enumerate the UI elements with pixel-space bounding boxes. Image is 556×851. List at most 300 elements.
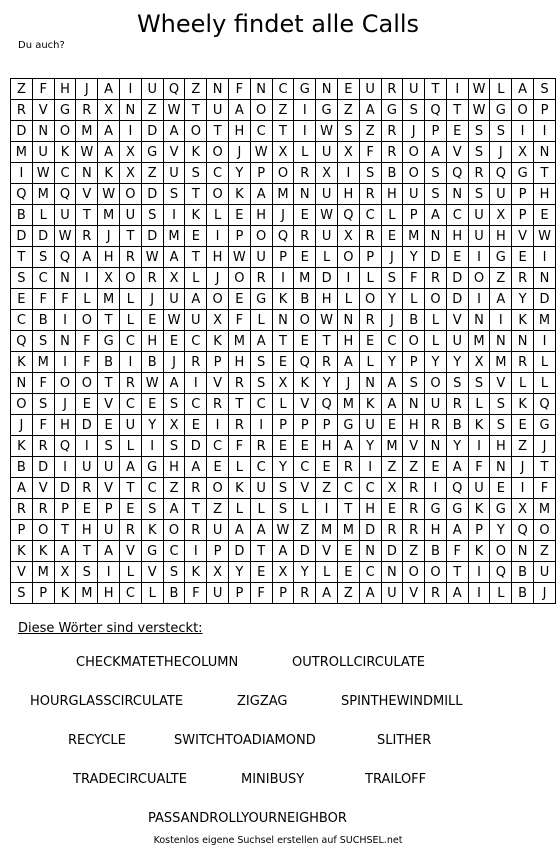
word-list-heading: Diese Wörter sind versteckt: xyxy=(18,621,203,636)
grid-cell: L xyxy=(120,436,142,457)
word-item: RECYCLE xyxy=(68,733,126,748)
grid-cell: G xyxy=(141,142,163,163)
grid-cell: S xyxy=(272,499,294,520)
grid-cell: S xyxy=(468,121,490,142)
grid-cell: P xyxy=(54,499,76,520)
grid-cell: O xyxy=(76,373,98,394)
grid-cell: K xyxy=(185,205,207,226)
grid-cell: A xyxy=(228,100,250,121)
grid-cell: W xyxy=(272,520,294,541)
grid-cell: I xyxy=(512,478,534,499)
grid-cell: A xyxy=(337,436,359,457)
grid-cell: A xyxy=(316,583,338,604)
grid-cell: K xyxy=(359,394,381,415)
grid-cell: U xyxy=(207,100,229,121)
grid-cell: I xyxy=(490,310,512,331)
grid-cell: A xyxy=(381,373,403,394)
grid-cell: X xyxy=(163,415,185,436)
grid-cell: L xyxy=(403,289,425,310)
grid-cell: I xyxy=(316,499,338,520)
grid-cell: I xyxy=(120,79,142,100)
grid-cell: G xyxy=(490,499,512,520)
grid-cell: T xyxy=(185,499,207,520)
grid-cell: C xyxy=(32,268,54,289)
grid-row xyxy=(11,562,556,583)
grid-cell: A xyxy=(228,520,250,541)
grid-cell: I xyxy=(337,163,359,184)
grid-cell: C xyxy=(207,163,229,184)
grid-cell: S xyxy=(490,121,512,142)
grid-cell: Q xyxy=(512,520,534,541)
grid-cell: H xyxy=(163,457,185,478)
grid-cell: Y xyxy=(425,352,447,373)
grid-cell: D xyxy=(446,268,468,289)
grid-cell: F xyxy=(32,373,54,394)
grid-cell: C xyxy=(163,541,185,562)
grid-cell: M xyxy=(468,331,490,352)
grid-cell: A xyxy=(359,583,381,604)
grid-cell: J xyxy=(381,247,403,268)
grid-cell: R xyxy=(11,499,33,520)
grid-cell: O xyxy=(425,562,447,583)
grid-cell: Q xyxy=(54,436,76,457)
grid-cell: X xyxy=(468,352,490,373)
grid-cell: H xyxy=(207,247,229,268)
grid-cell: E xyxy=(381,499,403,520)
grid-cell: B xyxy=(446,415,468,436)
grid-cell: C xyxy=(141,478,163,499)
grid-cell: S xyxy=(359,163,381,184)
grid-cell: W xyxy=(250,142,272,163)
grid-cell: H xyxy=(98,583,120,604)
grid-cell: E xyxy=(294,205,316,226)
grid-cell: R xyxy=(425,583,447,604)
grid-cell: F xyxy=(446,541,468,562)
grid-cell: W xyxy=(533,226,555,247)
word-item: OUTROLLCIRCULATE xyxy=(292,655,425,670)
grid-cell: J xyxy=(207,268,229,289)
grid-cell: F xyxy=(54,289,76,310)
grid-cell: S xyxy=(425,184,447,205)
grid-cell: N xyxy=(207,79,229,100)
grid-cell: O xyxy=(490,541,512,562)
grid-cell: N xyxy=(11,373,33,394)
grid-cell: A xyxy=(359,100,381,121)
grid-cell: M xyxy=(163,226,185,247)
grid-cell: K xyxy=(512,394,534,415)
grid-cell: Q xyxy=(11,331,33,352)
grid-cell: J xyxy=(11,415,33,436)
grid-cell: Q xyxy=(446,163,468,184)
grid-cell: E xyxy=(381,226,403,247)
grid-cell: H xyxy=(250,205,272,226)
grid-cell: U xyxy=(32,142,54,163)
grid-cell: I xyxy=(185,541,207,562)
grid-cell: N xyxy=(468,310,490,331)
grid-cell: L xyxy=(32,205,54,226)
grid-row xyxy=(11,79,556,100)
grid-cell: E xyxy=(76,499,98,520)
grid-cell: E xyxy=(250,562,272,583)
word-item: CHECKMATETHECOLUMN xyxy=(76,655,239,670)
grid-cell: Y xyxy=(228,163,250,184)
grid-cell: R xyxy=(32,436,54,457)
grid-cell: N xyxy=(76,163,98,184)
grid-cell: N xyxy=(512,331,534,352)
grid-cell: I xyxy=(468,289,490,310)
grid-cell: C xyxy=(294,457,316,478)
grid-cell: O xyxy=(54,121,76,142)
grid-cell: U xyxy=(425,394,447,415)
grid-cell: K xyxy=(228,478,250,499)
grid-cell: Y xyxy=(490,520,512,541)
grid-cell: F xyxy=(359,142,381,163)
grid-cell: T xyxy=(316,331,338,352)
grid-cell: P xyxy=(359,247,381,268)
grid-cell: K xyxy=(11,352,33,373)
grid-cell: E xyxy=(163,331,185,352)
grid-cell: R xyxy=(120,247,142,268)
grid-cell: R xyxy=(207,394,229,415)
grid-cell: Y xyxy=(228,562,250,583)
grid-cell: I xyxy=(76,436,98,457)
grid-cell: H xyxy=(228,352,250,373)
grid-cell: A xyxy=(425,205,447,226)
grid-cell: U xyxy=(98,457,120,478)
grid-cell: A xyxy=(250,520,272,541)
grid-cell: Q xyxy=(54,247,76,268)
grid-cell: I xyxy=(163,205,185,226)
grid-cell: M xyxy=(76,121,98,142)
grid-cell: Q xyxy=(533,394,555,415)
grid-cell: O xyxy=(32,520,54,541)
grid-cell: X xyxy=(163,268,185,289)
grid-cell: U xyxy=(446,331,468,352)
grid-cell: Z xyxy=(272,100,294,121)
grid-cell: U xyxy=(468,205,490,226)
grid-cell: V xyxy=(141,562,163,583)
grid-cell: K xyxy=(32,541,54,562)
grid-cell: P xyxy=(250,163,272,184)
grid-cell: C xyxy=(337,478,359,499)
grid-cell: A xyxy=(76,247,98,268)
grid-cell: R xyxy=(337,457,359,478)
grid-cell: R xyxy=(76,478,98,499)
grid-cell: H xyxy=(316,289,338,310)
grid-cell: S xyxy=(403,100,425,121)
grid-cell: L xyxy=(337,289,359,310)
grid-cell: F xyxy=(403,268,425,289)
grid-cell: A xyxy=(11,478,33,499)
grid-cell: V xyxy=(76,184,98,205)
grid-row xyxy=(11,541,556,562)
grid-cell: E xyxy=(294,331,316,352)
grid-cell: E xyxy=(512,247,534,268)
grid-cell: R xyxy=(403,499,425,520)
grid-cell: K xyxy=(185,142,207,163)
grid-cell: P xyxy=(316,415,338,436)
grid-cell: Q xyxy=(446,478,468,499)
grid-cell: S xyxy=(32,247,54,268)
grid-cell: F xyxy=(76,352,98,373)
grid-cell: N xyxy=(446,184,468,205)
grid-cell: Z xyxy=(294,520,316,541)
grid-cell: K xyxy=(468,541,490,562)
grid-cell: I xyxy=(207,226,229,247)
grid-cell: I xyxy=(468,436,490,457)
grid-cell: C xyxy=(250,121,272,142)
grid-cell: R xyxy=(425,268,447,289)
grid-cell: R xyxy=(359,226,381,247)
grid-cell: I xyxy=(337,268,359,289)
grid-cell: B xyxy=(294,289,316,310)
grid-cell: E xyxy=(272,436,294,457)
grid-cell: K xyxy=(54,583,76,604)
grid-cell: T xyxy=(11,247,33,268)
grid-cell: D xyxy=(141,184,163,205)
grid-cell: R xyxy=(381,520,403,541)
grid-cell: Q xyxy=(425,100,447,121)
grid-cell: J xyxy=(490,142,512,163)
grid-cell: F xyxy=(468,457,490,478)
grid-cell: D xyxy=(316,268,338,289)
grid-cell: X xyxy=(512,499,534,520)
grid-cell: G xyxy=(490,247,512,268)
grid-cell: E xyxy=(490,478,512,499)
grid-cell: O xyxy=(403,142,425,163)
grid-cell: O xyxy=(185,121,207,142)
grid-cell: W xyxy=(316,205,338,226)
grid-cell: W xyxy=(316,121,338,142)
grid-cell: F xyxy=(32,415,54,436)
grid-cell: H xyxy=(141,331,163,352)
grid-cell: C xyxy=(359,478,381,499)
grid-cell: D xyxy=(11,121,33,142)
grid-cell: C xyxy=(250,394,272,415)
grid-cell: C xyxy=(446,205,468,226)
grid-cell: O xyxy=(76,310,98,331)
grid-cell: T xyxy=(185,184,207,205)
grid-cell: M xyxy=(316,520,338,541)
grid-cell: S xyxy=(141,499,163,520)
grid-cell: N xyxy=(490,331,512,352)
grid-cell: O xyxy=(207,184,229,205)
grid-cell: W xyxy=(228,247,250,268)
grid-cell: U xyxy=(120,415,142,436)
grid-cell: A xyxy=(98,541,120,562)
grid-cell: F xyxy=(32,289,54,310)
word-item: HOURGLASSCIRCULATE xyxy=(30,694,184,709)
grid-cell: C xyxy=(207,436,229,457)
grid-cell: S xyxy=(76,562,98,583)
grid-cell: J xyxy=(512,457,534,478)
grid-cell: O xyxy=(403,163,425,184)
grid-cell: W xyxy=(163,310,185,331)
grid-cell: I xyxy=(207,415,229,436)
grid-cell: R xyxy=(11,100,33,121)
grid-cell: P xyxy=(207,541,229,562)
grid-cell: R xyxy=(381,79,403,100)
grid-row xyxy=(11,499,556,520)
grid-cell: I xyxy=(54,352,76,373)
grid-cell: M xyxy=(32,562,54,583)
grid-cell: H xyxy=(337,184,359,205)
grid-cell: L xyxy=(359,268,381,289)
grid-cell: M xyxy=(76,583,98,604)
grid-cell: B xyxy=(512,562,534,583)
grid-cell: P xyxy=(32,583,54,604)
grid-cell: C xyxy=(120,583,142,604)
grid-row xyxy=(11,142,556,163)
grid-cell: S xyxy=(11,268,33,289)
grid-cell: L xyxy=(425,310,447,331)
grid-cell: A xyxy=(446,520,468,541)
grid-cell: U xyxy=(468,226,490,247)
grid-cell: R xyxy=(359,184,381,205)
grid-cell: R xyxy=(294,226,316,247)
grid-row xyxy=(11,226,556,247)
grid-cell: M xyxy=(381,436,403,457)
grid-cell: N xyxy=(32,121,54,142)
grid-cell: K xyxy=(141,520,163,541)
grid-cell: K xyxy=(468,499,490,520)
grid-cell: W xyxy=(141,247,163,268)
grid-cell: O xyxy=(120,184,142,205)
grid-row xyxy=(11,436,556,457)
grid-cell: X xyxy=(207,562,229,583)
grid-cell: Z xyxy=(185,79,207,100)
grid-cell: V xyxy=(403,436,425,457)
grid-cell: T xyxy=(533,163,555,184)
grid-cell: L xyxy=(250,310,272,331)
grid-cell: D xyxy=(141,121,163,142)
grid-cell: R xyxy=(403,520,425,541)
grid-cell: U xyxy=(250,247,272,268)
grid-cell: Q xyxy=(294,352,316,373)
grid-cell: O xyxy=(468,268,490,289)
grid-cell: L xyxy=(316,247,338,268)
grid-cell: N xyxy=(490,457,512,478)
grid-cell: N xyxy=(512,541,534,562)
grid-cell: A xyxy=(163,121,185,142)
grid-cell: E xyxy=(228,289,250,310)
grid-cell: U xyxy=(490,184,512,205)
grid-cell: H xyxy=(337,331,359,352)
grid-cell: H xyxy=(425,520,447,541)
grid-cell: Z xyxy=(316,478,338,499)
grid-cell: R xyxy=(250,436,272,457)
grid-cell: E xyxy=(11,289,33,310)
grid-row xyxy=(11,184,556,205)
grid-cell: P xyxy=(425,121,447,142)
grid-cell: S xyxy=(163,394,185,415)
grid-cell: R xyxy=(228,415,250,436)
grid-cell: R xyxy=(76,100,98,121)
grid-cell: D xyxy=(32,457,54,478)
grid-cell: R xyxy=(512,352,534,373)
grid-cell: Z xyxy=(490,268,512,289)
grid-cell: S xyxy=(468,142,490,163)
grid-cell: I xyxy=(11,163,33,184)
grid-cell: O xyxy=(163,520,185,541)
grid-cell: I xyxy=(294,100,316,121)
grid-cell: A xyxy=(163,373,185,394)
grid-cell: H xyxy=(446,226,468,247)
grid-cell: R xyxy=(228,373,250,394)
grid-cell: S xyxy=(337,121,359,142)
grid-cell: I xyxy=(359,457,381,478)
grid-cell: T xyxy=(120,478,142,499)
grid-row xyxy=(11,520,556,541)
grid-cell: N xyxy=(403,394,425,415)
grid-cell: P xyxy=(272,583,294,604)
grid-cell: W xyxy=(76,142,98,163)
grid-cell: L xyxy=(381,205,403,226)
grid-cell: U xyxy=(403,79,425,100)
grid-cell: B xyxy=(11,205,33,226)
grid-cell: S xyxy=(11,583,33,604)
grid-cell: R xyxy=(381,142,403,163)
word-item: SPINTHEWINDMILL xyxy=(341,694,463,709)
grid-cell: K xyxy=(294,373,316,394)
grid-cell: E xyxy=(533,205,555,226)
grid-row xyxy=(11,583,556,604)
word-item: PASSANDROLLYOURNEIGHBOR xyxy=(148,811,347,826)
grid-cell: O xyxy=(228,268,250,289)
grid-cell: S xyxy=(163,562,185,583)
grid-cell: X xyxy=(272,142,294,163)
grid-cell: J xyxy=(403,121,425,142)
grid-cell: Y xyxy=(316,373,338,394)
grid-cell: Y xyxy=(446,436,468,457)
grid-cell: P xyxy=(512,205,534,226)
word-item: ZIGZAG xyxy=(237,694,288,709)
grid-cell: C xyxy=(359,562,381,583)
grid-cell: O xyxy=(359,289,381,310)
grid-cell: T xyxy=(185,247,207,268)
grid-cell: K xyxy=(11,541,33,562)
grid-cell: D xyxy=(76,415,98,436)
grid-cell: W xyxy=(98,184,120,205)
grid-cell: I xyxy=(76,268,98,289)
grid-cell: Y xyxy=(446,352,468,373)
grid-cell: Z xyxy=(403,541,425,562)
grid-cell: V xyxy=(512,226,534,247)
grid-cell: I xyxy=(185,373,207,394)
grid-cell: R xyxy=(120,373,142,394)
grid-cell: W xyxy=(316,310,338,331)
grid-cell: Z xyxy=(381,457,403,478)
grid-cell: X xyxy=(98,268,120,289)
grid-cell: T xyxy=(228,394,250,415)
grid-cell: Y xyxy=(381,352,403,373)
grid-cell: U xyxy=(359,415,381,436)
grid-cell: W xyxy=(163,100,185,121)
grid-cell: I xyxy=(120,352,142,373)
grid-cell: E xyxy=(141,310,163,331)
grid-row xyxy=(11,289,556,310)
grid-cell: E xyxy=(337,541,359,562)
grid-cell: T xyxy=(425,79,447,100)
grid-cell: V xyxy=(32,478,54,499)
grid-cell: A xyxy=(512,79,534,100)
grid-cell: L xyxy=(359,352,381,373)
grid-cell: T xyxy=(446,562,468,583)
grid-cell: Q xyxy=(337,205,359,226)
grid-cell: E xyxy=(337,562,359,583)
grid-cell: U xyxy=(316,142,338,163)
grid-cell: R xyxy=(76,226,98,247)
